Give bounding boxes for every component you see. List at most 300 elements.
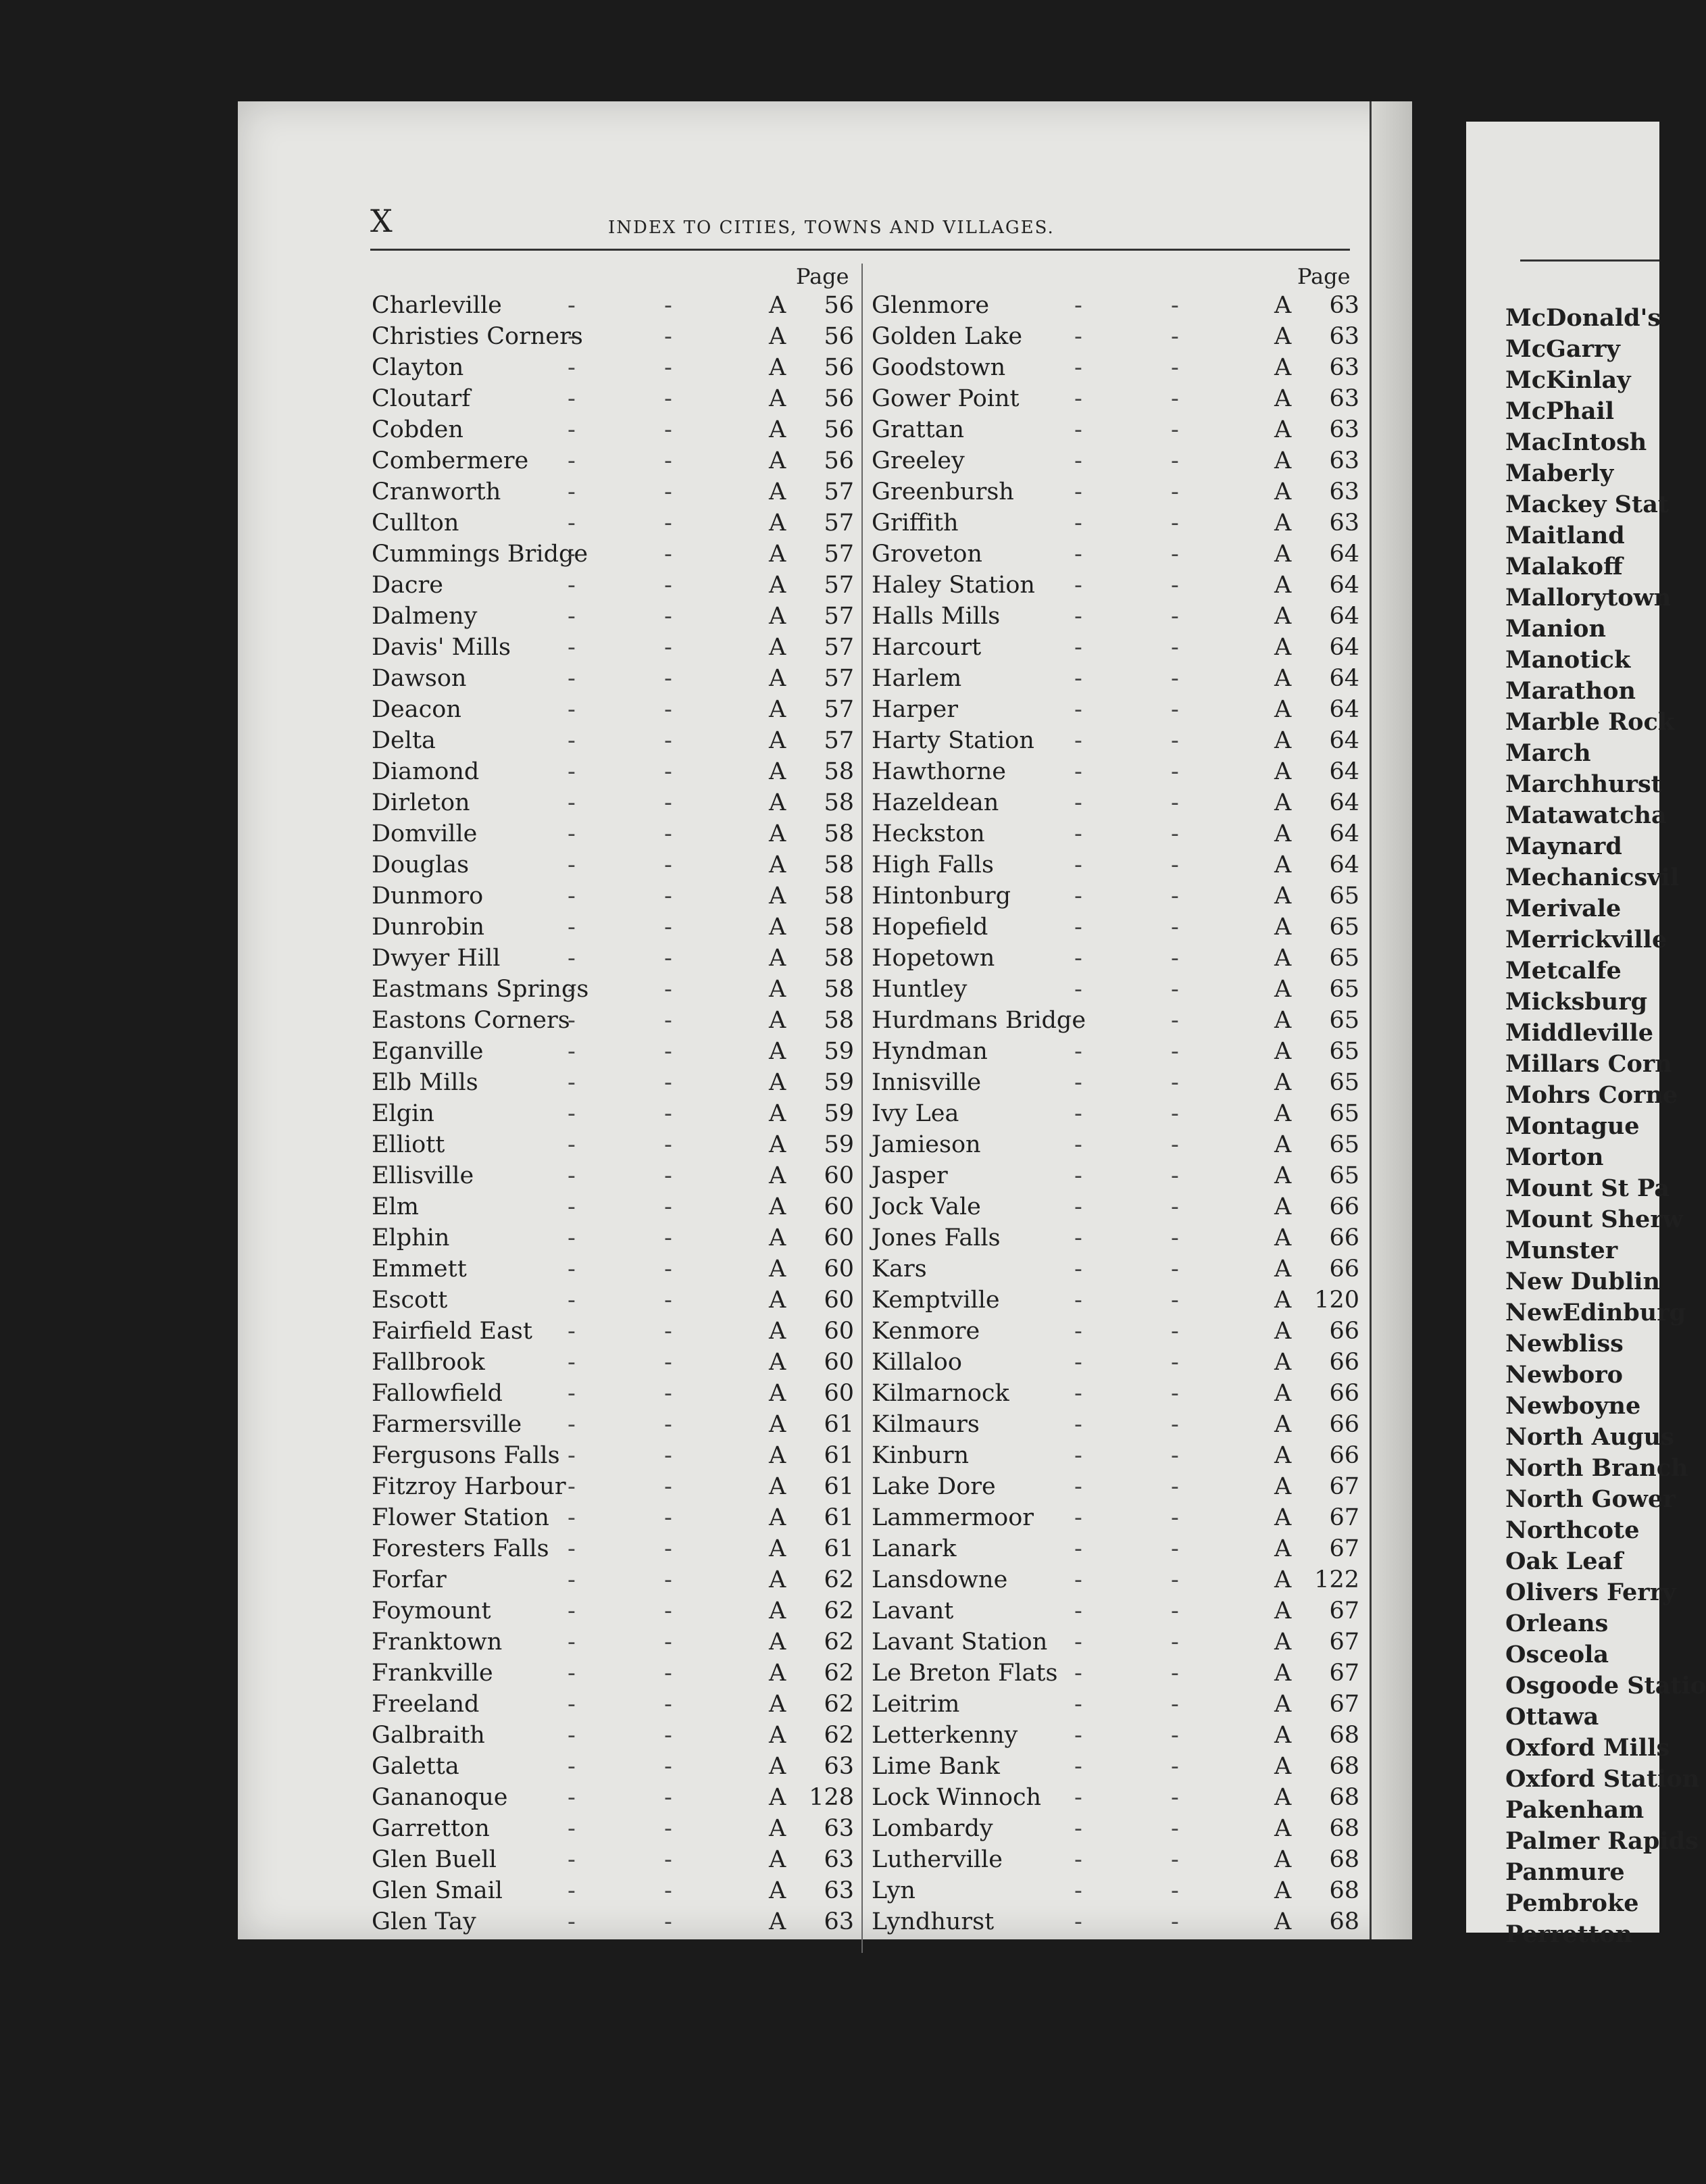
section-letter: A (769, 323, 786, 350)
place-name: Montague (1505, 1112, 1640, 1140)
place-name: Cullton (372, 510, 459, 537)
place-name: New Dublin (1505, 1268, 1660, 1295)
section-letter: A (769, 292, 786, 319)
place-name: Kilmarnock (872, 1380, 1009, 1407)
section-letter: A (1274, 696, 1292, 723)
page-number: 60 (824, 1162, 854, 1189)
section-letter: A (769, 851, 786, 878)
place-name: Emmett (372, 1256, 467, 1283)
place-name: Munster (1505, 1237, 1618, 1264)
place-name: Lavant Station (872, 1629, 1048, 1656)
place-name: Fairfield East (372, 1318, 532, 1345)
leader-dashes: - - (568, 1162, 713, 1189)
place-name: Lime Bank (872, 1753, 1000, 1780)
leader-dashes: - - (568, 883, 713, 910)
place-name: Golden Lake (872, 323, 1023, 350)
place-name: Oxford Mills (1505, 1734, 1670, 1762)
page-number: 64 (1329, 603, 1359, 630)
section-letter: A (769, 416, 786, 443)
page-number: 58 (824, 789, 854, 816)
page-number: 59 (824, 1100, 854, 1127)
place-name: Marathon (1505, 677, 1636, 705)
page-number: 65 (1329, 1131, 1359, 1158)
section-letter: A (1274, 914, 1292, 941)
page-number: 62 (824, 1691, 854, 1718)
leader-dashes: - - (1074, 1753, 1220, 1780)
page-number: 62 (824, 1597, 854, 1624)
section-letter: A (769, 1846, 786, 1873)
leader-dashes: - - (568, 727, 713, 754)
leader-dashes: - - (568, 1318, 713, 1345)
leader-dashes: - - (1074, 1007, 1220, 1034)
section-letter: A (1274, 1815, 1292, 1842)
section-letter: A (1274, 1784, 1292, 1811)
page-number: 65 (1329, 1069, 1359, 1096)
section-letter: A (1274, 416, 1292, 443)
place-name: Fitzroy Harbour (372, 1473, 566, 1500)
page-title: INDEX TO CITIES, TOWNS AND VILLAGES. (608, 218, 1055, 238)
page-number: 61 (824, 1442, 854, 1469)
place-name: Foymount (372, 1597, 491, 1624)
leader-dashes: - - (1074, 1815, 1220, 1842)
leader-dashes: - - (1074, 1442, 1220, 1469)
leader-dashes: - - (1074, 1038, 1220, 1065)
place-name: Elm (372, 1193, 419, 1220)
page-number: 65 (1329, 1162, 1359, 1189)
place-name: Glen Tay (372, 1908, 476, 1935)
leader-dashes: - - (568, 1691, 713, 1718)
leader-dashes: - - (1074, 1100, 1220, 1127)
place-name: Haley Station (872, 572, 1035, 599)
leader-dashes: - - (568, 914, 713, 941)
place-name: Micksburg (1505, 988, 1648, 1016)
page-number: 60 (824, 1380, 854, 1407)
section-letter: A (769, 1691, 786, 1718)
place-name: Lock Winnoch (872, 1784, 1042, 1811)
place-name: Dalmeny (372, 603, 478, 630)
section-letter: A (1274, 1380, 1292, 1407)
page-number: 60 (824, 1256, 854, 1283)
page-column-label: Page (1297, 264, 1351, 289)
page-number: 63 (1329, 510, 1359, 537)
place-name: Harlem (872, 665, 962, 692)
section-letter: A (1274, 1287, 1292, 1314)
page-number: 63 (824, 1753, 854, 1780)
section-letter: A (769, 1473, 786, 1500)
place-name: Dwyer Hill (372, 945, 501, 972)
section-letter: A (769, 1784, 786, 1811)
section-letter: A (1274, 945, 1292, 972)
place-name: Goodstown (872, 354, 1006, 381)
leader-dashes: - - (1074, 820, 1220, 847)
page-number: 56 (824, 447, 854, 474)
leader-dashes: - - (568, 976, 713, 1003)
section-letter: A (769, 1256, 786, 1283)
place-name: Perretton (1505, 1920, 1632, 1948)
page-number: 56 (824, 385, 854, 412)
section-letter: A (1274, 1691, 1292, 1718)
page-number: 63 (824, 1846, 854, 1873)
section-letter: A (769, 914, 786, 941)
leader-dashes: - - (1074, 1411, 1220, 1438)
page-number: 63 (824, 1815, 854, 1842)
section-letter: A (1274, 541, 1292, 568)
page-number: 58 (824, 758, 854, 785)
leader-dashes: - - (568, 1597, 713, 1624)
place-name: Mohrs Corne (1505, 1081, 1678, 1109)
place-name: Cranworth (372, 478, 501, 505)
page-number: 64 (1329, 820, 1359, 847)
section-letter: A (1274, 1473, 1292, 1500)
section-letter: A (769, 945, 786, 972)
leader-dashes: - - (568, 1877, 713, 1904)
page-number: 63 (824, 1877, 854, 1904)
place-name: Freeland (372, 1691, 480, 1718)
page-number: 65 (1329, 1100, 1359, 1127)
leader-dashes: - - (568, 478, 713, 505)
page-number: 61 (824, 1504, 854, 1531)
page-number: 67 (1329, 1473, 1359, 1500)
page-number: 60 (824, 1193, 854, 1220)
place-name: Hyndman (872, 1038, 988, 1065)
section-letter: A (1274, 385, 1292, 412)
section-letter: A (1274, 572, 1292, 599)
leader-dashes: - - (1074, 914, 1220, 941)
page-number: 58 (824, 820, 854, 847)
section-letter: A (769, 820, 786, 847)
section-letter: A (769, 1442, 786, 1469)
page-spine (1370, 101, 1412, 1939)
section-letter: A (1274, 1629, 1292, 1656)
page-number: 63 (1329, 447, 1359, 474)
place-name: Manotick (1505, 646, 1631, 674)
section-letter: A (1274, 1597, 1292, 1624)
section-letter: A (769, 1038, 786, 1065)
leader-dashes: - - (1074, 883, 1220, 910)
section-letter: A (769, 758, 786, 785)
page-number: 65 (1329, 976, 1359, 1003)
section-letter: A (1274, 1318, 1292, 1345)
page-number: 66 (1329, 1442, 1359, 1469)
page-number: 58 (824, 1007, 854, 1034)
place-name: Kinburn (872, 1442, 970, 1469)
place-name: Mallorytown (1505, 584, 1672, 612)
leader-dashes: - - (568, 1784, 713, 1811)
place-name: Ottawa (1505, 1703, 1599, 1731)
section-letter: A (769, 727, 786, 754)
place-name: Harper (872, 696, 958, 723)
place-name: Olivers Ferry (1505, 1579, 1676, 1606)
place-name: Elb Mills (372, 1069, 478, 1096)
place-name: Glen Buell (372, 1846, 497, 1873)
page-number: 57 (824, 541, 854, 568)
place-name: Fallbrook (372, 1349, 485, 1376)
page-number: 64 (1329, 789, 1359, 816)
place-name: Cloutarf (372, 385, 471, 412)
facing-header-rule (1520, 259, 1659, 262)
place-name: MacIntosh (1505, 428, 1647, 456)
place-name: Manion (1505, 615, 1606, 643)
page-number: 128 (809, 1784, 854, 1811)
section-letter: A (1274, 758, 1292, 785)
page-number: 58 (824, 976, 854, 1003)
place-name: Osceola (1505, 1641, 1609, 1668)
page-number: 66 (1329, 1380, 1359, 1407)
page-number: 62 (824, 1722, 854, 1749)
leader-dashes: - - (568, 1131, 713, 1158)
leader-dashes: - - (568, 1411, 713, 1438)
place-name: Glen Smail (372, 1877, 503, 1904)
page-number: 57 (824, 634, 854, 661)
leader-dashes: - - (1074, 1504, 1220, 1531)
leader-dashes: - - (568, 1038, 713, 1065)
leader-dashes: - - (1074, 665, 1220, 692)
leader-dashes: - - (1074, 1629, 1220, 1656)
place-name: Palmer Rapids (1505, 1827, 1699, 1855)
leader-dashes: - - (1074, 510, 1220, 537)
leader-dashes: - - (1074, 758, 1220, 785)
leader-dashes: - - (568, 1660, 713, 1687)
leader-dashes: - - (568, 1100, 713, 1127)
section-letter: A (1274, 510, 1292, 537)
place-name: Kilmaurs (872, 1411, 980, 1438)
place-name: March (1505, 739, 1591, 767)
page-number: 63 (1329, 354, 1359, 381)
page-number: 66 (1329, 1256, 1359, 1283)
place-name: Charleville (372, 292, 502, 319)
leader-dashes: - - (568, 1007, 713, 1034)
page-number: 56 (824, 416, 854, 443)
section-letter: A (1274, 820, 1292, 847)
place-name: Oxford Station (1505, 1765, 1700, 1793)
section-letter: A (1274, 1007, 1292, 1034)
place-name: Gower Point (872, 385, 1020, 412)
leader-dashes: - - (568, 1815, 713, 1842)
place-name: Flower Station (372, 1504, 549, 1531)
place-name: Morton (1505, 1143, 1604, 1171)
leader-dashes: - - (1074, 1535, 1220, 1562)
place-name: Dunmoro (372, 883, 484, 910)
place-name: Glenmore (872, 292, 990, 319)
page-number: 64 (1329, 727, 1359, 754)
leader-dashes: - - (1074, 1131, 1220, 1158)
place-name: Farmersville (372, 1411, 522, 1438)
place-name: Eastmans Springs (372, 976, 589, 1003)
section-letter: A (1274, 292, 1292, 319)
place-name: Lyn (872, 1877, 915, 1904)
place-name: North Branch (1505, 1454, 1688, 1482)
place-name: Garretton (372, 1815, 490, 1842)
place-name: Fergusons Falls (372, 1442, 560, 1469)
place-name: Diamond (372, 758, 480, 785)
place-name: Douglas (372, 851, 470, 878)
page-number: 59 (824, 1131, 854, 1158)
place-name: Newbliss (1505, 1330, 1624, 1358)
place-name: McPhail (1505, 397, 1615, 425)
leader-dashes: - - (1074, 1287, 1220, 1314)
section-letter: A (769, 1007, 786, 1034)
page-number: 66 (1329, 1349, 1359, 1376)
page-number: 57 (824, 665, 854, 692)
leader-dashes: - - (1074, 851, 1220, 878)
page-number: 62 (824, 1660, 854, 1687)
place-name: Grattan (872, 416, 965, 443)
section-letter: A (769, 883, 786, 910)
place-name: Lyndhurst (872, 1908, 995, 1935)
leader-dashes: - - (1074, 541, 1220, 568)
section-letter: A (1274, 1846, 1292, 1873)
section-letter: A (1274, 1162, 1292, 1189)
place-name: Dunrobin (372, 914, 485, 941)
page-number: 57 (824, 603, 854, 630)
page-number: 67 (1329, 1629, 1359, 1656)
section-letter: A (769, 1069, 786, 1096)
section-letter: A (769, 1753, 786, 1780)
place-name: Heckston (872, 820, 985, 847)
place-name: Jones Falls (872, 1224, 1001, 1251)
place-name: Escott (372, 1287, 448, 1314)
leader-dashes: - - (568, 1256, 713, 1283)
leader-dashes: - - (1074, 696, 1220, 723)
place-name: Jamieson (872, 1131, 981, 1158)
section-letter: A (1274, 447, 1292, 474)
section-letter: A (1274, 1535, 1292, 1562)
place-name: Gananoque (372, 1784, 508, 1811)
section-letter: A (1274, 1038, 1292, 1065)
place-name: Innisville (872, 1069, 982, 1096)
section-letter: A (769, 1224, 786, 1251)
place-name: McKinlay (1505, 366, 1631, 394)
section-letter: A (769, 1815, 786, 1842)
leader-dashes: - - (1074, 447, 1220, 474)
place-name: Metcalfe (1505, 957, 1622, 985)
section-letter: A (1274, 1069, 1292, 1096)
section-letter: A (1274, 851, 1292, 878)
place-name: Oak Leaf (1505, 1547, 1624, 1575)
leader-dashes: - - (1074, 1784, 1220, 1811)
section-letter: A (769, 1908, 786, 1935)
page-number: 58 (824, 945, 854, 972)
place-name: Clayton (372, 354, 464, 381)
place-name: Orleans (1505, 1610, 1609, 1637)
page-number: 68 (1329, 1846, 1359, 1873)
place-name: Frankville (372, 1660, 493, 1687)
leader-dashes: - - (1074, 478, 1220, 505)
page-number: 68 (1329, 1877, 1359, 1904)
page-number: 63 (1329, 385, 1359, 412)
page-number: 67 (1329, 1660, 1359, 1687)
place-name: Ivy Lea (872, 1100, 959, 1127)
page-number: 60 (824, 1287, 854, 1314)
leader-dashes: - - (1074, 292, 1220, 319)
leader-dashes: - - (1074, 385, 1220, 412)
leader-dashes: - - (568, 572, 713, 599)
section-letter: A (1274, 1100, 1292, 1127)
place-name: Merivale (1505, 895, 1622, 922)
place-name: Dacre (372, 572, 443, 599)
place-name: Lanark (872, 1535, 957, 1562)
leader-dashes: - - (568, 1193, 713, 1220)
leader-dashes: - - (1074, 1908, 1220, 1935)
leader-dashes: - - (568, 665, 713, 692)
place-name: Killaloo (872, 1349, 962, 1376)
leader-dashes: - - (1074, 1473, 1220, 1500)
leader-dashes: - - (1074, 1846, 1220, 1873)
page-number: 63 (1329, 416, 1359, 443)
place-name: Franktown (372, 1629, 503, 1656)
page-number: 56 (824, 292, 854, 319)
place-name: Lavant (872, 1597, 954, 1624)
place-name: Lansdowne (872, 1566, 1008, 1593)
section-letter: A (769, 1349, 786, 1376)
section-letter: A (1274, 1908, 1292, 1935)
section-letter: A (769, 1100, 786, 1127)
leader-dashes: - - (1074, 1691, 1220, 1718)
leader-dashes: - - (568, 1380, 713, 1407)
leader-dashes: - - (1074, 1877, 1220, 1904)
place-name: Panmure (1505, 1858, 1625, 1886)
page-number: 61 (824, 1411, 854, 1438)
section-letter: A (1274, 883, 1292, 910)
section-letter: A (1274, 354, 1292, 381)
section-letter: A (1274, 665, 1292, 692)
leader-dashes: - - (1074, 1722, 1220, 1749)
place-name: Forfar (372, 1566, 447, 1593)
leader-dashes: - - (568, 789, 713, 816)
page-number: 122 (1314, 1566, 1359, 1593)
leader-dashes: - - (1074, 789, 1220, 816)
place-name: McGarry (1505, 335, 1620, 363)
leader-dashes: - - (568, 696, 713, 723)
section-letter: A (769, 1287, 786, 1314)
leader-dashes: - - (1074, 1318, 1220, 1345)
place-name: Foresters Falls (372, 1535, 549, 1562)
section-letter: A (1274, 1722, 1292, 1749)
place-name: Merrickville (1505, 926, 1667, 953)
leader-dashes: - - (1074, 1597, 1220, 1624)
section-letter: A (769, 696, 786, 723)
page-number: 64 (1329, 634, 1359, 661)
page-number: 58 (824, 883, 854, 910)
section-letter: A (1274, 727, 1292, 754)
section-letter: A (769, 541, 786, 568)
section-letter: A (769, 1318, 786, 1345)
place-name: Cobden (372, 416, 463, 443)
place-name: Northcote (1505, 1516, 1640, 1544)
page-number: 68 (1329, 1815, 1359, 1842)
page-number: 65 (1329, 1038, 1359, 1065)
page-number: 68 (1329, 1908, 1359, 1935)
place-name: Maynard (1505, 833, 1622, 860)
section-letter: A (769, 1535, 786, 1562)
leader-dashes: - - (568, 1753, 713, 1780)
page-number: 59 (824, 1038, 854, 1065)
page-roman-numeral: X (370, 203, 393, 239)
section-letter: A (769, 634, 786, 661)
page-number: 63 (1329, 323, 1359, 350)
leader-dashes: - - (1074, 1566, 1220, 1593)
place-name: Newboyne (1505, 1392, 1641, 1420)
leader-dashes: - - (568, 1908, 713, 1935)
place-name: Groveton (872, 541, 982, 568)
leader-dashes: - - (568, 1566, 713, 1593)
place-name: Hawthorne (872, 758, 1007, 785)
page-number: 64 (1329, 851, 1359, 878)
leader-dashes: - - (1074, 1224, 1220, 1251)
section-letter: A (1274, 1193, 1292, 1220)
section-letter: A (1274, 1349, 1292, 1376)
place-name: Harty Station (872, 727, 1034, 754)
